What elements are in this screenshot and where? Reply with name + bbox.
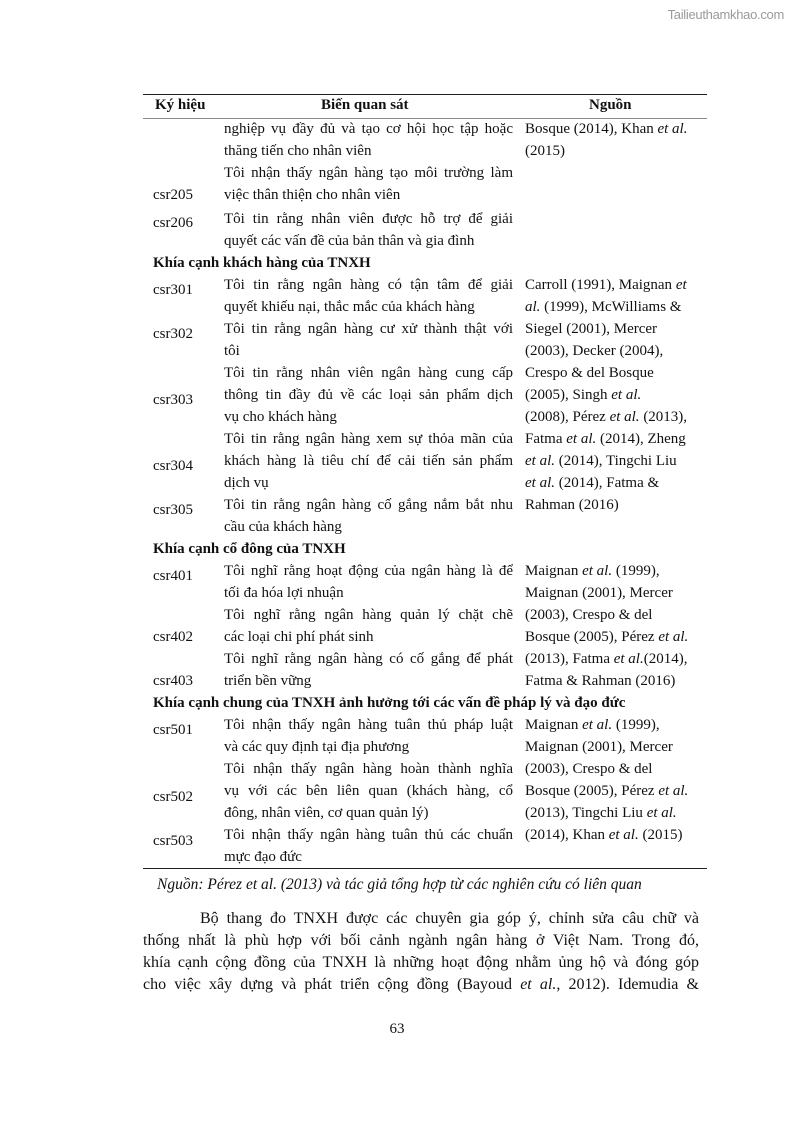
- variable-line: khách hàng là tiêu chí để cải tiến sản phẩm: [224, 453, 513, 469]
- variable-line: việc thân thiện cho nhân viên: [224, 187, 401, 203]
- table-caption: Nguồn: Pérez et al. (2013) và tác giả tổng hợp từ các nghiên cứu có liên quan: [157, 876, 642, 893]
- source-line: [525, 318, 657, 340]
- variable-line: mực đạo đức: [224, 849, 302, 865]
- source-text: (2013),: [639, 409, 688, 425]
- code-csr502: csr502: [153, 789, 193, 805]
- source-italic: et: [675, 277, 687, 293]
- source-line: [525, 626, 688, 648]
- variable-line: Tôi nghĩ rằng ngân hàng có cố gắng để phát: [224, 651, 513, 667]
- variable-line: cầu của khách hàng: [224, 519, 342, 535]
- group-heading-customer: Khía cạnh khách hàng của TNXH: [153, 255, 371, 271]
- source-line: [525, 780, 688, 802]
- group-heading-legal-ethical: Khía cạnh chung của TNXH ảnh hưởng tới các vấn đề pháp lý và đạo đức: [153, 695, 626, 711]
- source-text: (2005), Singh: [525, 387, 612, 403]
- source-text: (2013), Fatma: [525, 651, 614, 667]
- code-csr305: csr305: [153, 502, 193, 518]
- source-italic: et al.: [582, 563, 613, 579]
- source-line: [525, 582, 673, 604]
- variable-line: đông, nhân viên, cơ quan quản lý): [224, 805, 429, 821]
- variable-line: Tôi tin rằng ngân hàng cố gắng nắm bắt nhu: [224, 497, 513, 513]
- source-line: [525, 604, 652, 626]
- source-text: (1999),: [612, 563, 660, 579]
- source-text: Bosque (2005), Pérez: [525, 783, 659, 799]
- source-line: [525, 362, 654, 384]
- source-italic: et al.: [657, 121, 688, 137]
- header-symbol: Ký hiệu: [155, 97, 206, 113]
- code-csr301: csr301: [153, 282, 193, 298]
- source-text: (1999), McWilliams &: [540, 299, 682, 315]
- variable-line: Tôi nghĩ rằng ngân hàng quản lý chặt chẽ: [224, 607, 513, 623]
- variable-line: quyết khiếu nại, thắc mắc của khách hàng: [224, 299, 475, 315]
- code-csr205: csr205: [153, 187, 193, 203]
- source-line: [525, 670, 675, 692]
- source-line: [525, 340, 663, 362]
- variable-line: Tôi nhận thấy ngân hàng tạo môi trường làm: [224, 165, 513, 181]
- code-csr402: csr402: [153, 629, 193, 645]
- source-text: Rahman (2016): [525, 497, 619, 513]
- source-italic: et al.: [582, 717, 613, 733]
- variable-line: vụ cho khách hàng: [224, 409, 337, 425]
- source-text: Siegel (2001), Mercer: [525, 321, 658, 337]
- source-line: [525, 736, 673, 758]
- variable-line: triển bền vững: [224, 673, 312, 689]
- variable-line: Tôi nhận thấy ngân hàng hoàn thành nghĩa: [224, 761, 513, 777]
- code-csr304: csr304: [153, 458, 193, 474]
- variable-line: Tôi tin rằng nhân viên được hỗ trợ để giải: [224, 211, 513, 227]
- source-italic: al.: [525, 299, 541, 315]
- variable-line: thông tin đầy đủ về các loại sản phẩm dịch: [224, 387, 513, 403]
- variable-line: vụ với các bên liên quan (khách hàng, cổ: [224, 783, 513, 799]
- group-heading-shareholder: Khía cạnh cổ đông của TNXH: [153, 541, 346, 557]
- variable-line: thăng tiến cho nhân viên: [224, 143, 372, 159]
- source-italic: et al.: [608, 827, 639, 843]
- source-text: (2003), Decker (2004),: [525, 343, 664, 359]
- source-italic: et al.: [646, 805, 677, 821]
- source-line: [525, 648, 687, 670]
- source-text: (2003), Crespo & del: [525, 761, 653, 777]
- code-csr403: csr403: [153, 673, 193, 689]
- paragraph-line: khía cạnh cộng đồng của TNXH là những hoạt động nhằm ủng hộ và đóng góp: [143, 954, 699, 971]
- variable-line: nghiệp vụ đầy đủ và tạo cơ hội học tập hoặc: [224, 121, 513, 137]
- source-italic: et al.: [525, 475, 555, 491]
- source-text: Maignan (2001), Mercer: [525, 585, 673, 601]
- code-csr401: csr401: [153, 568, 193, 584]
- source-line: [525, 384, 641, 406]
- source-text: Bosque (2014), Khan: [525, 121, 658, 137]
- source-text: (2008), Pérez: [525, 409, 610, 425]
- variable-line: Tôi tin rằng ngân hàng có tận tâm để giải: [224, 277, 513, 293]
- source-line: [525, 824, 682, 846]
- source-text: Maignan (2001), Mercer: [525, 739, 673, 755]
- source-line: (2015): [525, 143, 565, 159]
- variable-line: tối đa hóa lợi nhuận: [224, 585, 344, 601]
- page-number: 63: [389, 1021, 405, 1037]
- variable-line: tôi: [224, 343, 240, 359]
- source-text: (1999),: [612, 717, 660, 733]
- source-italic: et al.: [609, 409, 640, 425]
- source-text: Maignan: [525, 717, 583, 733]
- source-line: [525, 714, 660, 736]
- variable-line: dịch vụ: [224, 475, 269, 491]
- table-bottom-rule: [143, 868, 707, 869]
- source-text: (2014), Zheng: [596, 431, 686, 447]
- paragraph-text: cho việc xây dựng và phát triển cộng đồng (Bayoud: [143, 976, 521, 993]
- source-text: Carroll (1991), Maignan: [525, 277, 676, 293]
- paragraph-line: thống nhất là phù hợp với bối cảnh ngành ngân hàng ở Việt Nam. Trong đó,: [143, 932, 699, 949]
- source-italic: et al.: [613, 651, 644, 667]
- code-csr303: csr303: [153, 392, 193, 408]
- source-italic: et al.: [658, 783, 689, 799]
- source-line: [525, 118, 687, 140]
- source-line: [525, 450, 677, 472]
- source-line: [525, 802, 677, 824]
- source-italic: et al.: [566, 431, 597, 447]
- paragraph-line: [143, 974, 699, 996]
- source-italic: et al.: [611, 387, 642, 403]
- source-text: (2014), Tingchi Liu: [555, 453, 677, 469]
- source-text: (2014), Khan: [525, 827, 609, 843]
- variable-line: quyết các vấn đề của bản thân và gia đình: [224, 233, 475, 249]
- header-variable: Biến quan sát: [321, 97, 409, 113]
- source-text: Maignan: [525, 563, 583, 579]
- variable-line: Tôi tin rằng ngân hàng xem sự thỏa mãn của: [224, 431, 513, 447]
- source-line: [525, 494, 619, 516]
- source-text: (2003), Crespo & del: [525, 607, 653, 623]
- variable-line: và các quy định tại địa phương: [224, 739, 410, 755]
- code-csr302: csr302: [153, 326, 193, 342]
- paragraph-line: Bộ thang đo TNXH được các chuyên gia góp ý, chỉnh sửa câu chữ và: [200, 910, 699, 927]
- source-text: (2014),: [643, 651, 688, 667]
- source-line: [525, 274, 687, 296]
- variable-line: Tôi nghĩ rằng hoạt động của ngân hàng là để: [224, 563, 513, 579]
- variable-line: Tôi tin rằng ngân hàng cư xử thành thật với: [224, 321, 513, 337]
- source-line: [525, 560, 660, 582]
- source-line: [525, 428, 686, 450]
- variable-line: Tôi nhận thấy ngân hàng tuân thủ các chuẩn: [224, 827, 513, 843]
- source-italic: et al.: [658, 629, 689, 645]
- source-text: (2014), Fatma &: [555, 475, 660, 491]
- variable-line: các loại chi phí phát sinh: [224, 629, 374, 645]
- source-text: Bosque (2005), Pérez: [525, 629, 659, 645]
- code-csr503: csr503: [153, 833, 193, 849]
- source-line: [525, 406, 687, 428]
- paragraph-italic: et al.: [520, 976, 557, 993]
- source-italic: et al.: [525, 453, 555, 469]
- code-csr206: csr206: [153, 215, 193, 231]
- header-source: Nguồn: [589, 97, 632, 113]
- source-text: Fatma: [525, 431, 567, 447]
- source-line: [525, 758, 652, 780]
- variable-line: Tôi tin rằng nhân viên ngân hàng cung cấp: [224, 365, 513, 381]
- source-text: Fatma & Rahman (2016): [525, 673, 676, 689]
- watermark: Tailieuthamkhao.com: [667, 7, 784, 22]
- source-line: [525, 472, 659, 494]
- source-text: (2013), Tingchi Liu: [525, 805, 647, 821]
- source-line: [525, 296, 681, 318]
- code-csr501: csr501: [153, 722, 193, 738]
- variable-line: Tôi nhận thấy ngân hàng tuân thủ pháp luật: [224, 717, 513, 733]
- source-text: (2015): [638, 827, 683, 843]
- paragraph-text: , 2012). Idemudia &: [556, 976, 700, 993]
- source-text: Crespo & del Bosque: [525, 365, 654, 381]
